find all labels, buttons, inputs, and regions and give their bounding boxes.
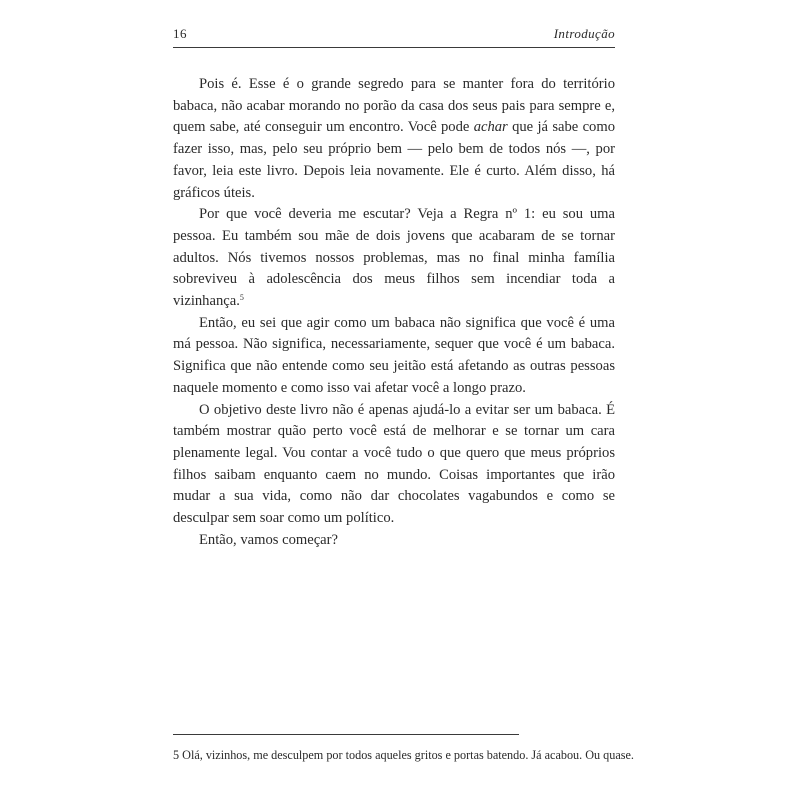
paragraph-2-text: Por que você deveria me escutar? Veja a Regra nº 1: eu sou uma pessoa. Eu também sou mãe de dois jovens que acabaram de se tornar adultos. Nós tivemos nossos problemas, mas no final minha família sobreviveu à adolescência dos meus filhos sem incendiar toda a vizinhança. — [173, 206, 615, 310]
footnote-number: 5 — [173, 748, 180, 762]
paragraph-1 — [173, 74, 615, 204]
paragraph-3-text: Então, eu sei que agir como um babaca não significa que você é uma má pessoa. Não significa, necessariamente, sequer que você é um babaca. Significa que não entende como seu jeitão está afetando as outras pessoas naquele momento e como isso vai afetar você a longo prazo. — [173, 314, 615, 396]
footnote-reference[interactable]: 5 — [239, 293, 244, 303]
paragraph-5 — [173, 530, 615, 552]
paragraph-4-text: O objetivo deste livro não é apenas ajudá-lo a evitar ser um babaca. É também mostrar quão perto você está de melhorar e se tornar um cara plenamente legal. Vou contar a você tudo o que quero que meus próprios filhos saibam enquanto caem no mundo. Coisas importantes que irão mudar a sua vida, como não dar chocolates vagabundos e como se desculpar sem soar como um político. — [173, 401, 615, 527]
body-text — [173, 74, 615, 551]
paragraph-5-text: Então, vamos começar? — [199, 531, 338, 548]
footnote-text: Olá, vizinhos, me desculpem por todos aqueles gritos e portas batendo. Já acabou. Ou quase. — [182, 748, 634, 762]
paragraph-1-emphasis: achar — [473, 119, 508, 136]
running-head — [173, 26, 615, 46]
header-rule — [173, 47, 615, 48]
paragraph-1-text: Pois é. Esse é o grande segredo para se manter fora do território babaca, não acabar morando no porão da casa dos seus pais para sempre e, quem sabe, até conseguir um encontro. Você pode — [173, 76, 615, 136]
footnote — [173, 748, 634, 763]
footnote-rule — [173, 734, 519, 735]
paragraph-2 — [173, 204, 615, 313]
page-number: 16 — [173, 26, 187, 41]
paragraph-1-tail: que já sabe como fazer isso, mas, pelo seu próprio bem — pelo bem de todos nós —, por favor, leia este livro. Depois leia novamente. Ele é curto. Além disso, há gráficos úteis. — [173, 119, 615, 201]
running-title: Introdução — [553, 26, 615, 41]
paragraph-4 — [173, 400, 615, 530]
paragraph-3 — [173, 313, 615, 400]
